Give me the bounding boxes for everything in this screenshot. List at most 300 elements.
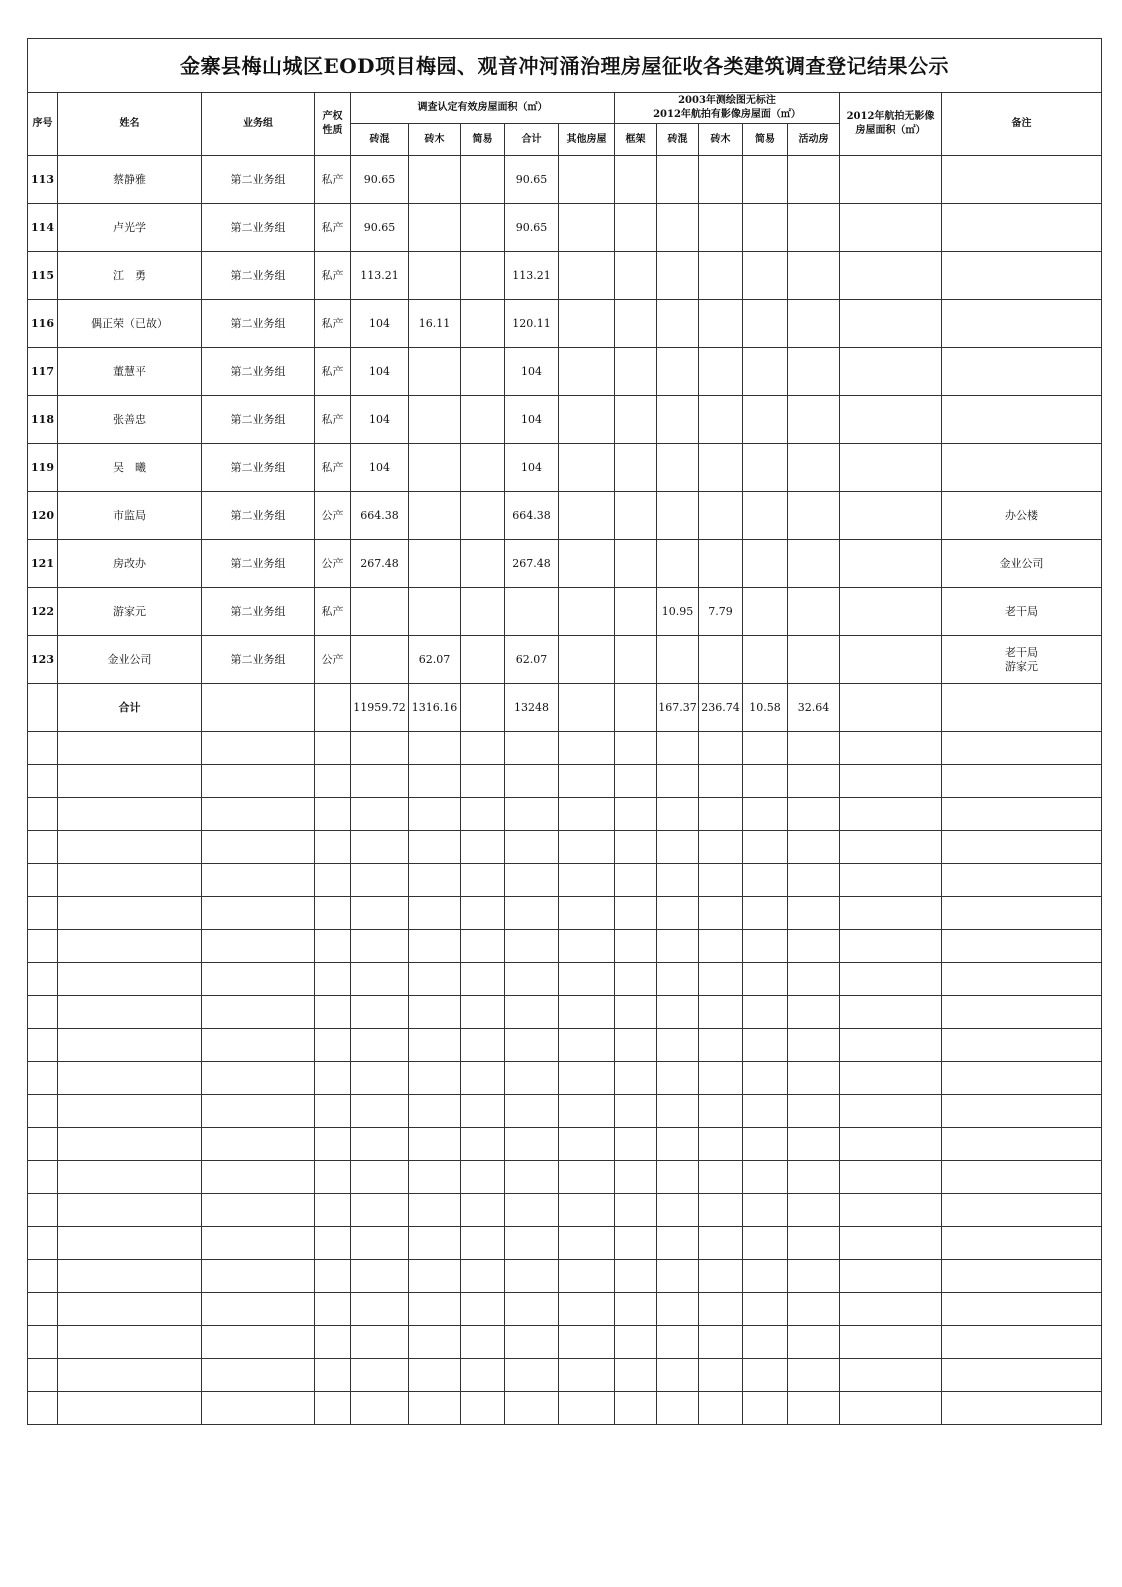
empty-cell xyxy=(351,1227,409,1260)
cell-m-zh xyxy=(657,540,699,588)
cell-m-zh xyxy=(657,204,699,252)
cell-property: 私产 xyxy=(315,588,351,636)
empty-cell xyxy=(615,831,657,864)
cell-m-zm xyxy=(699,636,743,684)
empty-cell xyxy=(788,1128,840,1161)
empty-cell xyxy=(743,732,788,765)
empty-cell xyxy=(461,1029,505,1062)
empty-cell xyxy=(657,1095,699,1128)
totals-s-total: 13248 xyxy=(505,684,559,732)
empty-cell xyxy=(559,1293,615,1326)
empty-cell xyxy=(409,1029,461,1062)
empty-cell xyxy=(559,798,615,831)
empty-cell xyxy=(28,1095,58,1128)
totals-remark xyxy=(942,684,1102,732)
cell-m-hd xyxy=(788,348,840,396)
cell-group: 第二业务组 xyxy=(202,300,315,348)
cell-m-jy xyxy=(743,252,788,300)
empty-cell xyxy=(657,1293,699,1326)
remark-line: 老干局 xyxy=(1005,645,1038,659)
empty-cell xyxy=(409,930,461,963)
empty-cell xyxy=(743,1227,788,1260)
empty-row xyxy=(28,897,1102,930)
cell-property: 私产 xyxy=(315,444,351,492)
empty-cell xyxy=(202,1359,315,1392)
cell-s-jy xyxy=(461,204,505,252)
cell-remark xyxy=(942,300,1102,348)
empty-row xyxy=(28,864,1102,897)
empty-row xyxy=(28,1095,1102,1128)
empty-cell xyxy=(942,732,1102,765)
empty-cell xyxy=(28,831,58,864)
empty-cell xyxy=(58,1359,202,1392)
totals-m-zh: 167.37 xyxy=(657,684,699,732)
empty-cell xyxy=(505,765,559,798)
empty-cell xyxy=(788,1326,840,1359)
empty-cell xyxy=(202,963,315,996)
empty-cell xyxy=(788,1359,840,1392)
empty-cell xyxy=(657,897,699,930)
empty-cell xyxy=(461,1128,505,1161)
empty-cell xyxy=(615,798,657,831)
empty-cell xyxy=(28,1194,58,1227)
cell-s-zm xyxy=(409,492,461,540)
empty-cell xyxy=(315,732,351,765)
empty-cell xyxy=(505,963,559,996)
cell-property: 私产 xyxy=(315,300,351,348)
empty-cell xyxy=(559,930,615,963)
cell-s-total: 113.21 xyxy=(505,252,559,300)
empty-cell xyxy=(409,864,461,897)
empty-cell xyxy=(699,1029,743,1062)
cell-name: 张善忠 xyxy=(58,396,202,444)
cell-no-image xyxy=(840,492,942,540)
cell-name: 蔡静雅 xyxy=(58,156,202,204)
empty-cell xyxy=(743,996,788,1029)
empty-cell xyxy=(202,798,315,831)
cell-s-other xyxy=(559,492,615,540)
empty-cell xyxy=(461,798,505,831)
empty-cell xyxy=(28,732,58,765)
cell-seq xyxy=(28,684,58,732)
cell-seq: 119 xyxy=(28,444,58,492)
empty-cell xyxy=(840,831,942,864)
cell-s-zh: 90.65 xyxy=(351,204,409,252)
header-sub: 框架 xyxy=(615,124,657,156)
empty-cell xyxy=(942,1194,1102,1227)
empty-cell xyxy=(315,996,351,1029)
empty-cell xyxy=(505,864,559,897)
cell-s-jy xyxy=(461,444,505,492)
empty-cell xyxy=(461,1062,505,1095)
empty-cell xyxy=(315,1194,351,1227)
empty-cell xyxy=(505,1194,559,1227)
empty-cell xyxy=(58,1062,202,1095)
cell-m-hd xyxy=(788,636,840,684)
empty-cell xyxy=(699,1359,743,1392)
empty-cell xyxy=(315,1293,351,1326)
empty-cell xyxy=(28,798,58,831)
cell-seq: 121 xyxy=(28,540,58,588)
cell-m-zm xyxy=(699,252,743,300)
cell-m-jy xyxy=(743,396,788,444)
cell-property: 私产 xyxy=(315,204,351,252)
empty-cell xyxy=(28,1359,58,1392)
cell-m-hd xyxy=(788,396,840,444)
empty-cell xyxy=(505,1293,559,1326)
cell-s-zm: 62.07 xyxy=(409,636,461,684)
cell-seq: 123 xyxy=(28,636,58,684)
empty-cell xyxy=(840,897,942,930)
cell-s-total: 104 xyxy=(505,396,559,444)
cell-s-zm xyxy=(409,444,461,492)
cell-m-kj xyxy=(615,588,657,636)
empty-cell xyxy=(788,798,840,831)
empty-cell xyxy=(202,1326,315,1359)
empty-cell xyxy=(615,1293,657,1326)
empty-cell xyxy=(657,1260,699,1293)
cell-m-zh xyxy=(657,300,699,348)
empty-cell xyxy=(840,1095,942,1128)
empty-cell xyxy=(840,864,942,897)
empty-cell xyxy=(788,897,840,930)
empty-cell xyxy=(743,1326,788,1359)
header-sub: 砖混 xyxy=(657,124,699,156)
cell-m-zh xyxy=(657,396,699,444)
cell-group: 第二业务组 xyxy=(202,444,315,492)
page-title: 金寨县梅山城区EOD项目梅园、观音冲河涌治理房屋征收各类建筑调查登记结果公示 xyxy=(28,39,1102,93)
cell-property xyxy=(315,684,351,732)
cell-m-kj xyxy=(615,492,657,540)
empty-cell xyxy=(743,1062,788,1095)
empty-cell xyxy=(615,930,657,963)
cell-group: 第二业务组 xyxy=(202,252,315,300)
empty-cell xyxy=(461,765,505,798)
empty-cell xyxy=(351,1293,409,1326)
cell-s-jy xyxy=(461,156,505,204)
cell-s-jy xyxy=(461,396,505,444)
empty-cell xyxy=(743,1128,788,1161)
cell-group: 第二业务组 xyxy=(202,492,315,540)
empty-cell xyxy=(28,1161,58,1194)
empty-cell xyxy=(743,1194,788,1227)
cell-s-other xyxy=(559,348,615,396)
cell-s-other xyxy=(559,300,615,348)
header-survey-group: 调查认定有效房屋面积（㎡） xyxy=(351,93,615,124)
empty-cell xyxy=(657,831,699,864)
empty-cell xyxy=(942,1392,1102,1425)
empty-cell xyxy=(699,1161,743,1194)
empty-row xyxy=(28,831,1102,864)
empty-cell xyxy=(409,1194,461,1227)
empty-cell xyxy=(351,1392,409,1425)
empty-cell xyxy=(351,1161,409,1194)
cell-s-zh: 113.21 xyxy=(351,252,409,300)
cell-seq: 115 xyxy=(28,252,58,300)
empty-cell xyxy=(743,1359,788,1392)
empty-row xyxy=(28,1161,1102,1194)
cell-seq: 116 xyxy=(28,300,58,348)
empty-cell xyxy=(942,1128,1102,1161)
empty-cell xyxy=(58,996,202,1029)
cell-m-zm xyxy=(699,348,743,396)
empty-cell xyxy=(657,1227,699,1260)
empty-cell xyxy=(657,1128,699,1161)
empty-cell xyxy=(559,1359,615,1392)
empty-cell xyxy=(559,864,615,897)
table-row xyxy=(28,300,1102,348)
empty-cell xyxy=(505,1326,559,1359)
cell-seq: 122 xyxy=(28,588,58,636)
empty-cell xyxy=(699,1128,743,1161)
cell-s-zm xyxy=(409,252,461,300)
cell-s-other xyxy=(559,396,615,444)
cell-no-image xyxy=(840,204,942,252)
empty-cell xyxy=(942,930,1102,963)
empty-cell xyxy=(657,798,699,831)
empty-cell xyxy=(743,930,788,963)
empty-cell xyxy=(409,963,461,996)
empty-cell xyxy=(315,1029,351,1062)
cell-no-image xyxy=(840,444,942,492)
empty-cell xyxy=(202,996,315,1029)
empty-cell xyxy=(505,1095,559,1128)
empty-cell xyxy=(351,831,409,864)
empty-cell xyxy=(788,765,840,798)
empty-cell xyxy=(657,732,699,765)
cell-name: 金业公司 xyxy=(58,636,202,684)
cell-m-hd xyxy=(788,492,840,540)
cell-no-image xyxy=(840,156,942,204)
cell-s-other xyxy=(559,444,615,492)
empty-cell xyxy=(505,1128,559,1161)
empty-cell xyxy=(351,1359,409,1392)
cell-group: 第二业务组 xyxy=(202,396,315,444)
empty-cell xyxy=(699,765,743,798)
empty-cell xyxy=(942,831,1102,864)
empty-cell xyxy=(58,963,202,996)
empty-cell xyxy=(788,1062,840,1095)
cell-m-kj xyxy=(615,300,657,348)
empty-cell xyxy=(461,732,505,765)
empty-cell xyxy=(840,1161,942,1194)
empty-cell xyxy=(351,1029,409,1062)
empty-cell xyxy=(505,1029,559,1062)
cell-m-kj xyxy=(615,540,657,588)
cell-remark: 金业公司 xyxy=(942,540,1102,588)
empty-cell xyxy=(202,1260,315,1293)
empty-cell xyxy=(409,732,461,765)
empty-cell xyxy=(699,996,743,1029)
empty-cell xyxy=(202,897,315,930)
cell-s-total: 104 xyxy=(505,348,559,396)
empty-cell xyxy=(315,1326,351,1359)
empty-row xyxy=(28,732,1102,765)
cell-group: 第二业务组 xyxy=(202,588,315,636)
empty-cell xyxy=(461,1293,505,1326)
cell-remark xyxy=(942,156,1102,204)
empty-cell xyxy=(58,1293,202,1326)
empty-cell xyxy=(461,831,505,864)
empty-cell xyxy=(505,1062,559,1095)
empty-cell xyxy=(788,1260,840,1293)
empty-cell xyxy=(202,1062,315,1095)
empty-cell xyxy=(202,1293,315,1326)
empty-cell xyxy=(699,732,743,765)
cell-m-zh xyxy=(657,252,699,300)
empty-cell xyxy=(615,1194,657,1227)
empty-cell xyxy=(657,1062,699,1095)
empty-cell xyxy=(788,1392,840,1425)
empty-cell xyxy=(351,1194,409,1227)
totals-s-other xyxy=(559,684,615,732)
cell-property: 私产 xyxy=(315,156,351,204)
empty-cell xyxy=(315,831,351,864)
empty-cell xyxy=(409,1293,461,1326)
header-name: 姓名 xyxy=(58,93,202,156)
empty-cell xyxy=(699,798,743,831)
cell-s-zm xyxy=(409,540,461,588)
empty-cell xyxy=(657,1359,699,1392)
empty-row xyxy=(28,1227,1102,1260)
empty-cell xyxy=(699,1326,743,1359)
cell-m-kj xyxy=(615,636,657,684)
cell-m-kj xyxy=(615,156,657,204)
empty-cell xyxy=(409,1227,461,1260)
empty-cell xyxy=(788,930,840,963)
header-map-line1: 2003年测绘图无标注 xyxy=(678,95,776,106)
cell-remark xyxy=(942,204,1102,252)
cell-s-other xyxy=(559,540,615,588)
cell-group: 第二业务组 xyxy=(202,204,315,252)
empty-cell xyxy=(559,765,615,798)
empty-cell xyxy=(351,963,409,996)
empty-cell xyxy=(409,831,461,864)
empty-cell xyxy=(202,732,315,765)
empty-row xyxy=(28,1194,1102,1227)
cell-m-jy xyxy=(743,300,788,348)
remark-line: 游家元 xyxy=(1005,659,1038,673)
empty-cell xyxy=(28,1128,58,1161)
header-map-line2: 2012年航拍有影像房屋面（㎡） xyxy=(653,109,801,120)
survey-table xyxy=(27,38,1102,1425)
empty-cell xyxy=(351,930,409,963)
cell-s-total: 267.48 xyxy=(505,540,559,588)
empty-cell xyxy=(58,1029,202,1062)
empty-cell xyxy=(505,831,559,864)
empty-cell xyxy=(559,897,615,930)
cell-s-zh: 104 xyxy=(351,396,409,444)
empty-cell xyxy=(505,996,559,1029)
empty-cell xyxy=(202,1227,315,1260)
cell-m-kj xyxy=(615,204,657,252)
cell-seq: 117 xyxy=(28,348,58,396)
empty-cell xyxy=(351,732,409,765)
empty-cell xyxy=(315,1227,351,1260)
header-sub: 合计 xyxy=(505,124,559,156)
empty-cell xyxy=(743,765,788,798)
empty-cell xyxy=(559,1227,615,1260)
totals-s-jy xyxy=(461,684,505,732)
cell-m-hd xyxy=(788,444,840,492)
empty-cell xyxy=(840,1359,942,1392)
empty-cell xyxy=(28,1392,58,1425)
empty-cell xyxy=(505,1161,559,1194)
empty-cell xyxy=(409,897,461,930)
cell-s-total: 664.38 xyxy=(505,492,559,540)
empty-cell xyxy=(743,1095,788,1128)
empty-cell xyxy=(840,798,942,831)
empty-cell xyxy=(699,1227,743,1260)
empty-cell xyxy=(315,864,351,897)
cell-m-kj xyxy=(615,348,657,396)
cell-seq: 114 xyxy=(28,204,58,252)
cell-s-total xyxy=(505,588,559,636)
empty-cell xyxy=(942,1062,1102,1095)
cell-remark: 老干局 xyxy=(942,588,1102,636)
table-row xyxy=(28,636,1102,684)
totals-m-jy: 10.58 xyxy=(743,684,788,732)
empty-cell xyxy=(788,1293,840,1326)
totals-no-image xyxy=(840,684,942,732)
empty-cell xyxy=(657,1326,699,1359)
empty-row xyxy=(28,1029,1102,1062)
empty-cell xyxy=(409,1095,461,1128)
cell-s-zh: 267.48 xyxy=(351,540,409,588)
empty-cell xyxy=(615,1029,657,1062)
cell-s-jy xyxy=(461,636,505,684)
empty-cell xyxy=(351,765,409,798)
empty-cell xyxy=(202,1194,315,1227)
cell-no-image xyxy=(840,588,942,636)
cell-s-zm xyxy=(409,204,461,252)
empty-cell xyxy=(315,1062,351,1095)
empty-row xyxy=(28,1392,1102,1425)
cell-name: 偶正荣（已故） xyxy=(58,300,202,348)
empty-cell xyxy=(840,930,942,963)
cell-s-total: 104 xyxy=(505,444,559,492)
empty-cell xyxy=(351,1095,409,1128)
empty-cell xyxy=(202,1392,315,1425)
empty-cell xyxy=(840,1029,942,1062)
cell-m-hd xyxy=(788,588,840,636)
empty-cell xyxy=(28,1293,58,1326)
empty-cell xyxy=(615,1095,657,1128)
cell-property: 私产 xyxy=(315,252,351,300)
empty-cell xyxy=(202,1161,315,1194)
cell-m-kj xyxy=(615,396,657,444)
cell-m-kj xyxy=(615,444,657,492)
empty-cell xyxy=(58,864,202,897)
empty-row xyxy=(28,996,1102,1029)
empty-cell xyxy=(409,1260,461,1293)
empty-cell xyxy=(743,1293,788,1326)
empty-cell xyxy=(699,1260,743,1293)
cell-m-jy xyxy=(743,444,788,492)
empty-cell xyxy=(461,1260,505,1293)
empty-cell xyxy=(505,1227,559,1260)
empty-cell xyxy=(840,963,942,996)
cell-property: 公产 xyxy=(315,636,351,684)
empty-cell xyxy=(559,1260,615,1293)
cell-s-jy xyxy=(461,300,505,348)
empty-cell xyxy=(351,1128,409,1161)
empty-cell xyxy=(840,1128,942,1161)
cell-group: 第二业务组 xyxy=(202,348,315,396)
empty-cell xyxy=(942,963,1102,996)
empty-cell xyxy=(315,930,351,963)
empty-cell xyxy=(409,765,461,798)
